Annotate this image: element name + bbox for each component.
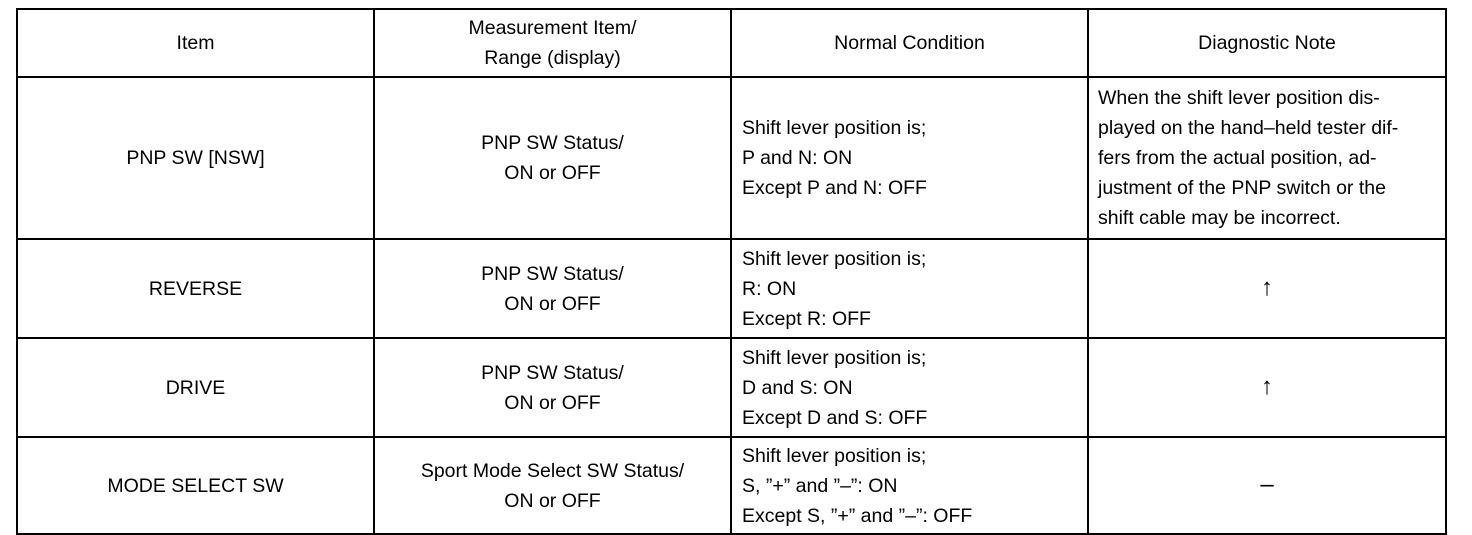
measurement-line2: ON or OFF bbox=[504, 489, 601, 512]
dash-mark: – bbox=[1260, 471, 1274, 498]
measurement-line1: PNP SW Status/ bbox=[481, 361, 624, 384]
table-row bbox=[17, 239, 1446, 338]
header-measurement bbox=[374, 9, 731, 77]
measurement-line1: PNP SW Status/ bbox=[481, 262, 624, 285]
measurement-cell bbox=[374, 77, 731, 239]
condition-line: Shift lever position is; bbox=[742, 444, 927, 467]
condition-line: Except D and S: OFF bbox=[742, 406, 928, 429]
up-arrow-icon: ↑ bbox=[1261, 373, 1273, 400]
condition-cell bbox=[731, 338, 1088, 437]
condition-line: R: ON bbox=[742, 277, 797, 300]
item-cell: MODE SELECT SW bbox=[17, 437, 374, 534]
condition-line: D and S: ON bbox=[742, 376, 853, 399]
condition-line: Except S, ”+” and ”–”: OFF bbox=[742, 504, 973, 527]
header-measurement-line1: Measurement Item/ bbox=[468, 17, 637, 39]
header-item: Item bbox=[17, 9, 374, 77]
condition-line: Shift lever position is; bbox=[742, 346, 927, 369]
condition-line: S, ”+” and ”–”: ON bbox=[742, 474, 898, 497]
condition-cell bbox=[731, 77, 1088, 239]
note-line: When the shift lever position dis- bbox=[1098, 87, 1380, 109]
header-measurement-line2: Range (display) bbox=[484, 47, 621, 69]
diagnostic-table bbox=[16, 8, 1447, 535]
condition-line: Except P and N: OFF bbox=[742, 177, 927, 199]
header-normal-condition: Normal Condition bbox=[731, 9, 1088, 77]
condition-line: Except R: OFF bbox=[742, 307, 871, 330]
measurement-line2: ON or OFF bbox=[504, 162, 601, 184]
item-cell: DRIVE bbox=[17, 338, 374, 437]
condition-cell bbox=[731, 239, 1088, 338]
note-line: justment of the PNP switch or the bbox=[1098, 177, 1386, 199]
note-cell bbox=[1088, 77, 1446, 239]
note-line: fers from the actual position, ad- bbox=[1098, 147, 1377, 169]
item-cell: PNP SW [NSW] bbox=[17, 77, 374, 239]
up-arrow-icon: ↑ bbox=[1261, 274, 1273, 301]
condition-cell bbox=[731, 437, 1088, 534]
measurement-line1: PNP SW Status/ bbox=[481, 132, 624, 154]
table-row bbox=[17, 437, 1446, 534]
measurement-cell bbox=[374, 338, 731, 437]
measurement-cell bbox=[374, 437, 731, 534]
item-cell: REVERSE bbox=[17, 239, 374, 338]
note-cell bbox=[1088, 338, 1446, 437]
header-row bbox=[17, 9, 1446, 77]
measurement-line2: ON or OFF bbox=[504, 292, 601, 315]
measurement-line2: ON or OFF bbox=[504, 391, 601, 414]
header-diagnostic-note: Diagnostic Note bbox=[1088, 9, 1446, 77]
condition-line: Shift lever position is; bbox=[742, 117, 927, 139]
condition-line: P and N: ON bbox=[742, 147, 853, 169]
note-line: shift cable may be incorrect. bbox=[1098, 207, 1341, 229]
note-line: played on the hand–held tester dif- bbox=[1098, 117, 1399, 139]
diagnostic-table-container bbox=[16, 8, 1445, 535]
table-row bbox=[17, 77, 1446, 239]
table-row bbox=[17, 338, 1446, 437]
measurement-line1: Sport Mode Select SW Status/ bbox=[420, 459, 685, 482]
note-cell bbox=[1088, 437, 1446, 534]
measurement-cell bbox=[374, 239, 731, 338]
note-cell bbox=[1088, 239, 1446, 338]
condition-line: Shift lever position is; bbox=[742, 247, 927, 270]
